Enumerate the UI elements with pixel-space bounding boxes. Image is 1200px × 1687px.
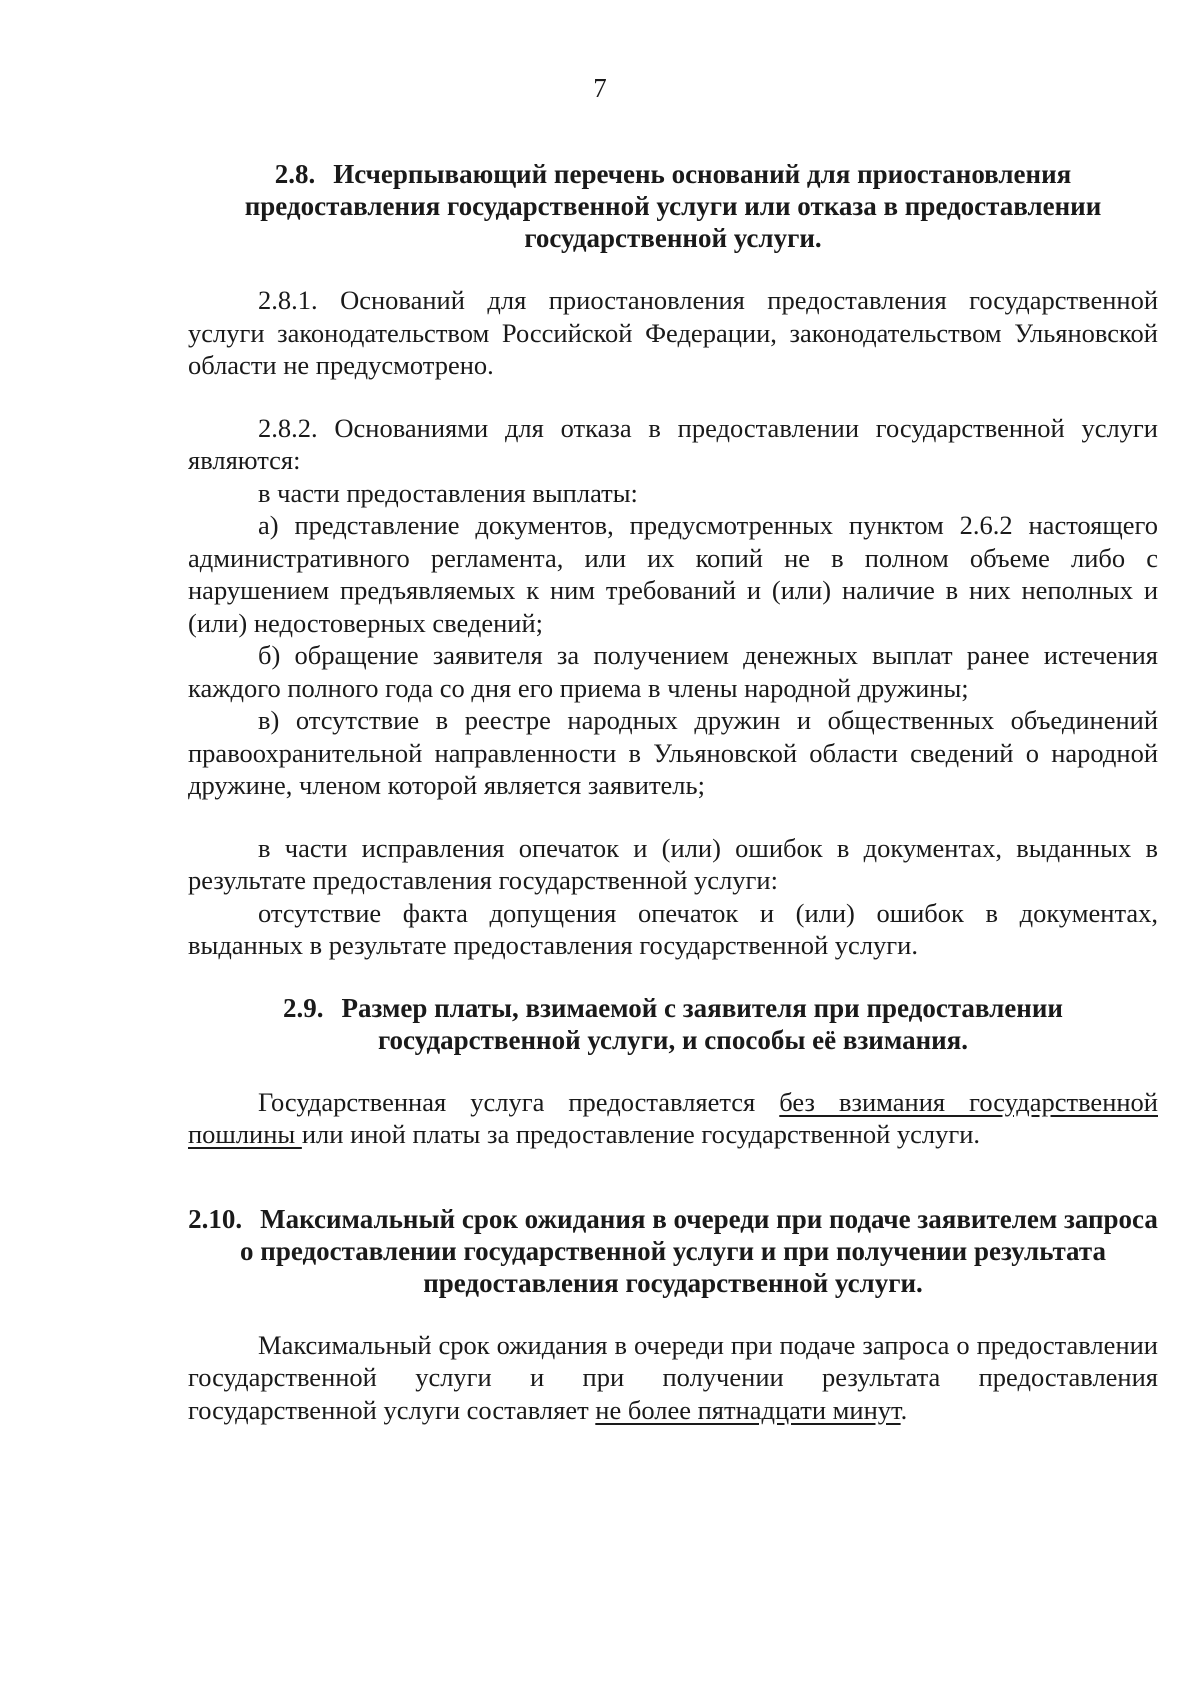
section-title: Максимальный срок ожидания в очереди при подаче заявителем запроса о предоставлении государственной услуги и при получении результата предоставления государственной услуги. xyxy=(240,1203,1158,1298)
corrections-text: отсутствие факта допущения опечаток и (или) ошибок в документах, выданных в результате предоставления государственной услуги. xyxy=(188,897,1158,960)
section-2-8-heading xyxy=(188,158,1158,254)
text-run: или иной платы за предоставление государственной услуги. xyxy=(301,1119,981,1149)
payment-intro: в части предоставления выплаты: xyxy=(258,477,638,508)
list-item-b: б) обращение заявителя за получением денежных выплат ранее истечения каждого полного года со дня его приема в члены народной дружины; xyxy=(188,640,1158,703)
section-number: 2.10. xyxy=(188,1203,243,1234)
section-number: 2.8. xyxy=(274,159,316,189)
underlined-text: без взимания государственной пошлины xyxy=(188,1086,1158,1149)
page-number: 7 xyxy=(593,73,607,103)
text-run: Максимальный срок ожидания в очереди при подаче запроса о предоставлении государственной услуги и при получении результата предоставления государственной услуги составляет xyxy=(188,1329,1158,1425)
underlined-text: не более пятнадцати минут xyxy=(595,1394,901,1425)
text-run: . xyxy=(900,1394,908,1425)
corrections-intro: в части исправления опечаток и (или) ошибок в документах, выданных в результате предоставления государственной услуги: xyxy=(188,832,1158,895)
section-2-10-heading xyxy=(188,1203,1158,1299)
text-run: Государственная услуга предоставляется xyxy=(258,1086,780,1117)
section-title: Исчерпывающий перечень оснований для приостановления предоставления государственной услуги или отказа в предоставлении государственной услуги. xyxy=(244,159,1102,253)
list-item-v: в) отсутствие в реестре народных дружин и общественных объединений правоохранительной направленности в Ульяновской области сведений о народной дружине, членом которой является заявитель; xyxy=(188,705,1158,800)
paragraph-2-8-2: 2.8.2. Основаниями для отказа в предоставлении государственной услуги являются: xyxy=(188,412,1158,475)
paragraph-2-10 xyxy=(188,1329,1158,1427)
section-title: Размер платы, взимаемой с заявителя при предоставлении государственной услуги, и способы её взимания. xyxy=(341,992,1063,1055)
list-item-a: а) представление документов, предусмотренных пунктом 2.6.2 настоящего административного регламента, или их копий не в полном объеме либо с нарушением предъявляемых к ним требований и (или) наличие в них неполных и (или) недостоверных сведений; xyxy=(188,510,1158,638)
paragraph-2-8-1: 2.8.1. Оснований для приостановления предоставления государственной услуги законодательством Российской Федерации, законодательством Ульяновской области не предусмотрено. xyxy=(188,285,1158,380)
document-body xyxy=(188,158,1158,1426)
section-2-9-heading xyxy=(188,992,1158,1056)
paragraph-2-9 xyxy=(188,1086,1158,1151)
section-number: 2.9. xyxy=(283,992,324,1023)
